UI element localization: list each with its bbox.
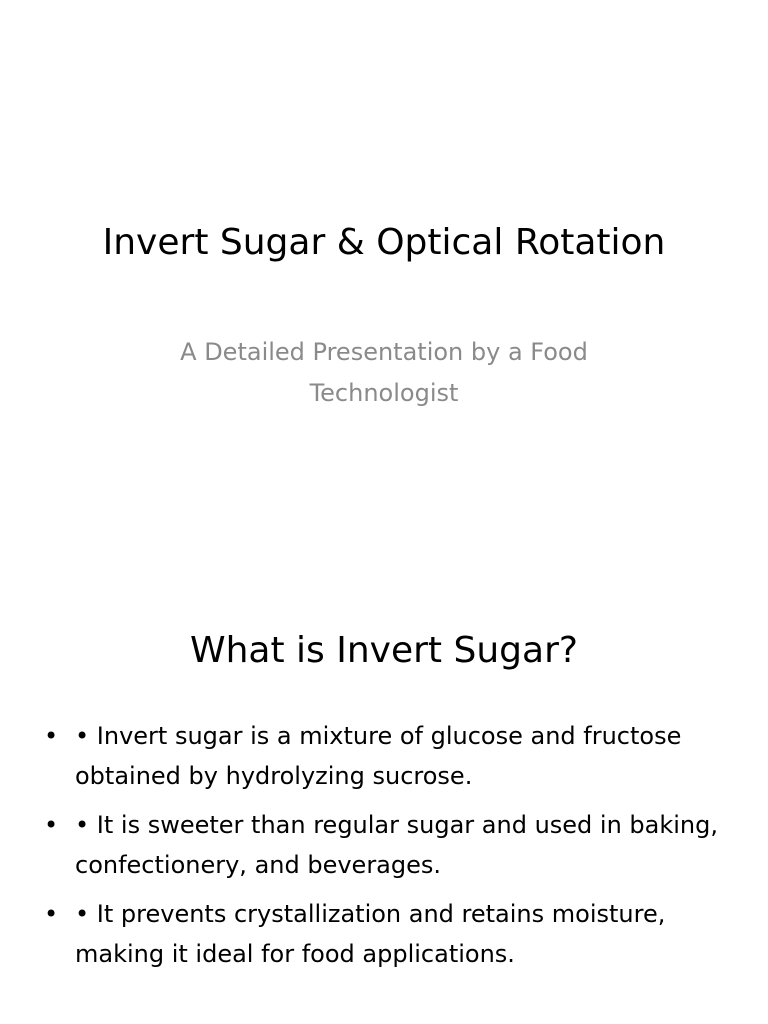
bullet-text: • Invert sugar is a mixture of glucose and fructose obtained by hydrolyzing sucrose.: [75, 722, 682, 790]
list-item: [38, 894, 738, 974]
bullet-text: • It is sweeter than regular sugar and used in baking, confectionery, and beverages.: [75, 811, 718, 879]
bullet-marker: •: [44, 811, 59, 839]
bullet-marker: •: [44, 722, 59, 750]
content-slide: [0, 512, 768, 1024]
bullet-list: [38, 716, 738, 983]
slide-heading: What is Invert Sugar?: [190, 630, 578, 671]
slide-title: Invert Sugar & Optical Rotation: [102, 222, 666, 263]
list-item: [38, 805, 738, 885]
list-item: [38, 716, 738, 796]
bullet-text: • It prevents crystallization and retains moisture, making it ideal for food applications.: [75, 900, 666, 968]
slide-subtitle: A Detailed Presentation by a Food Technologist: [180, 338, 588, 407]
bullet-marker: •: [44, 900, 59, 928]
